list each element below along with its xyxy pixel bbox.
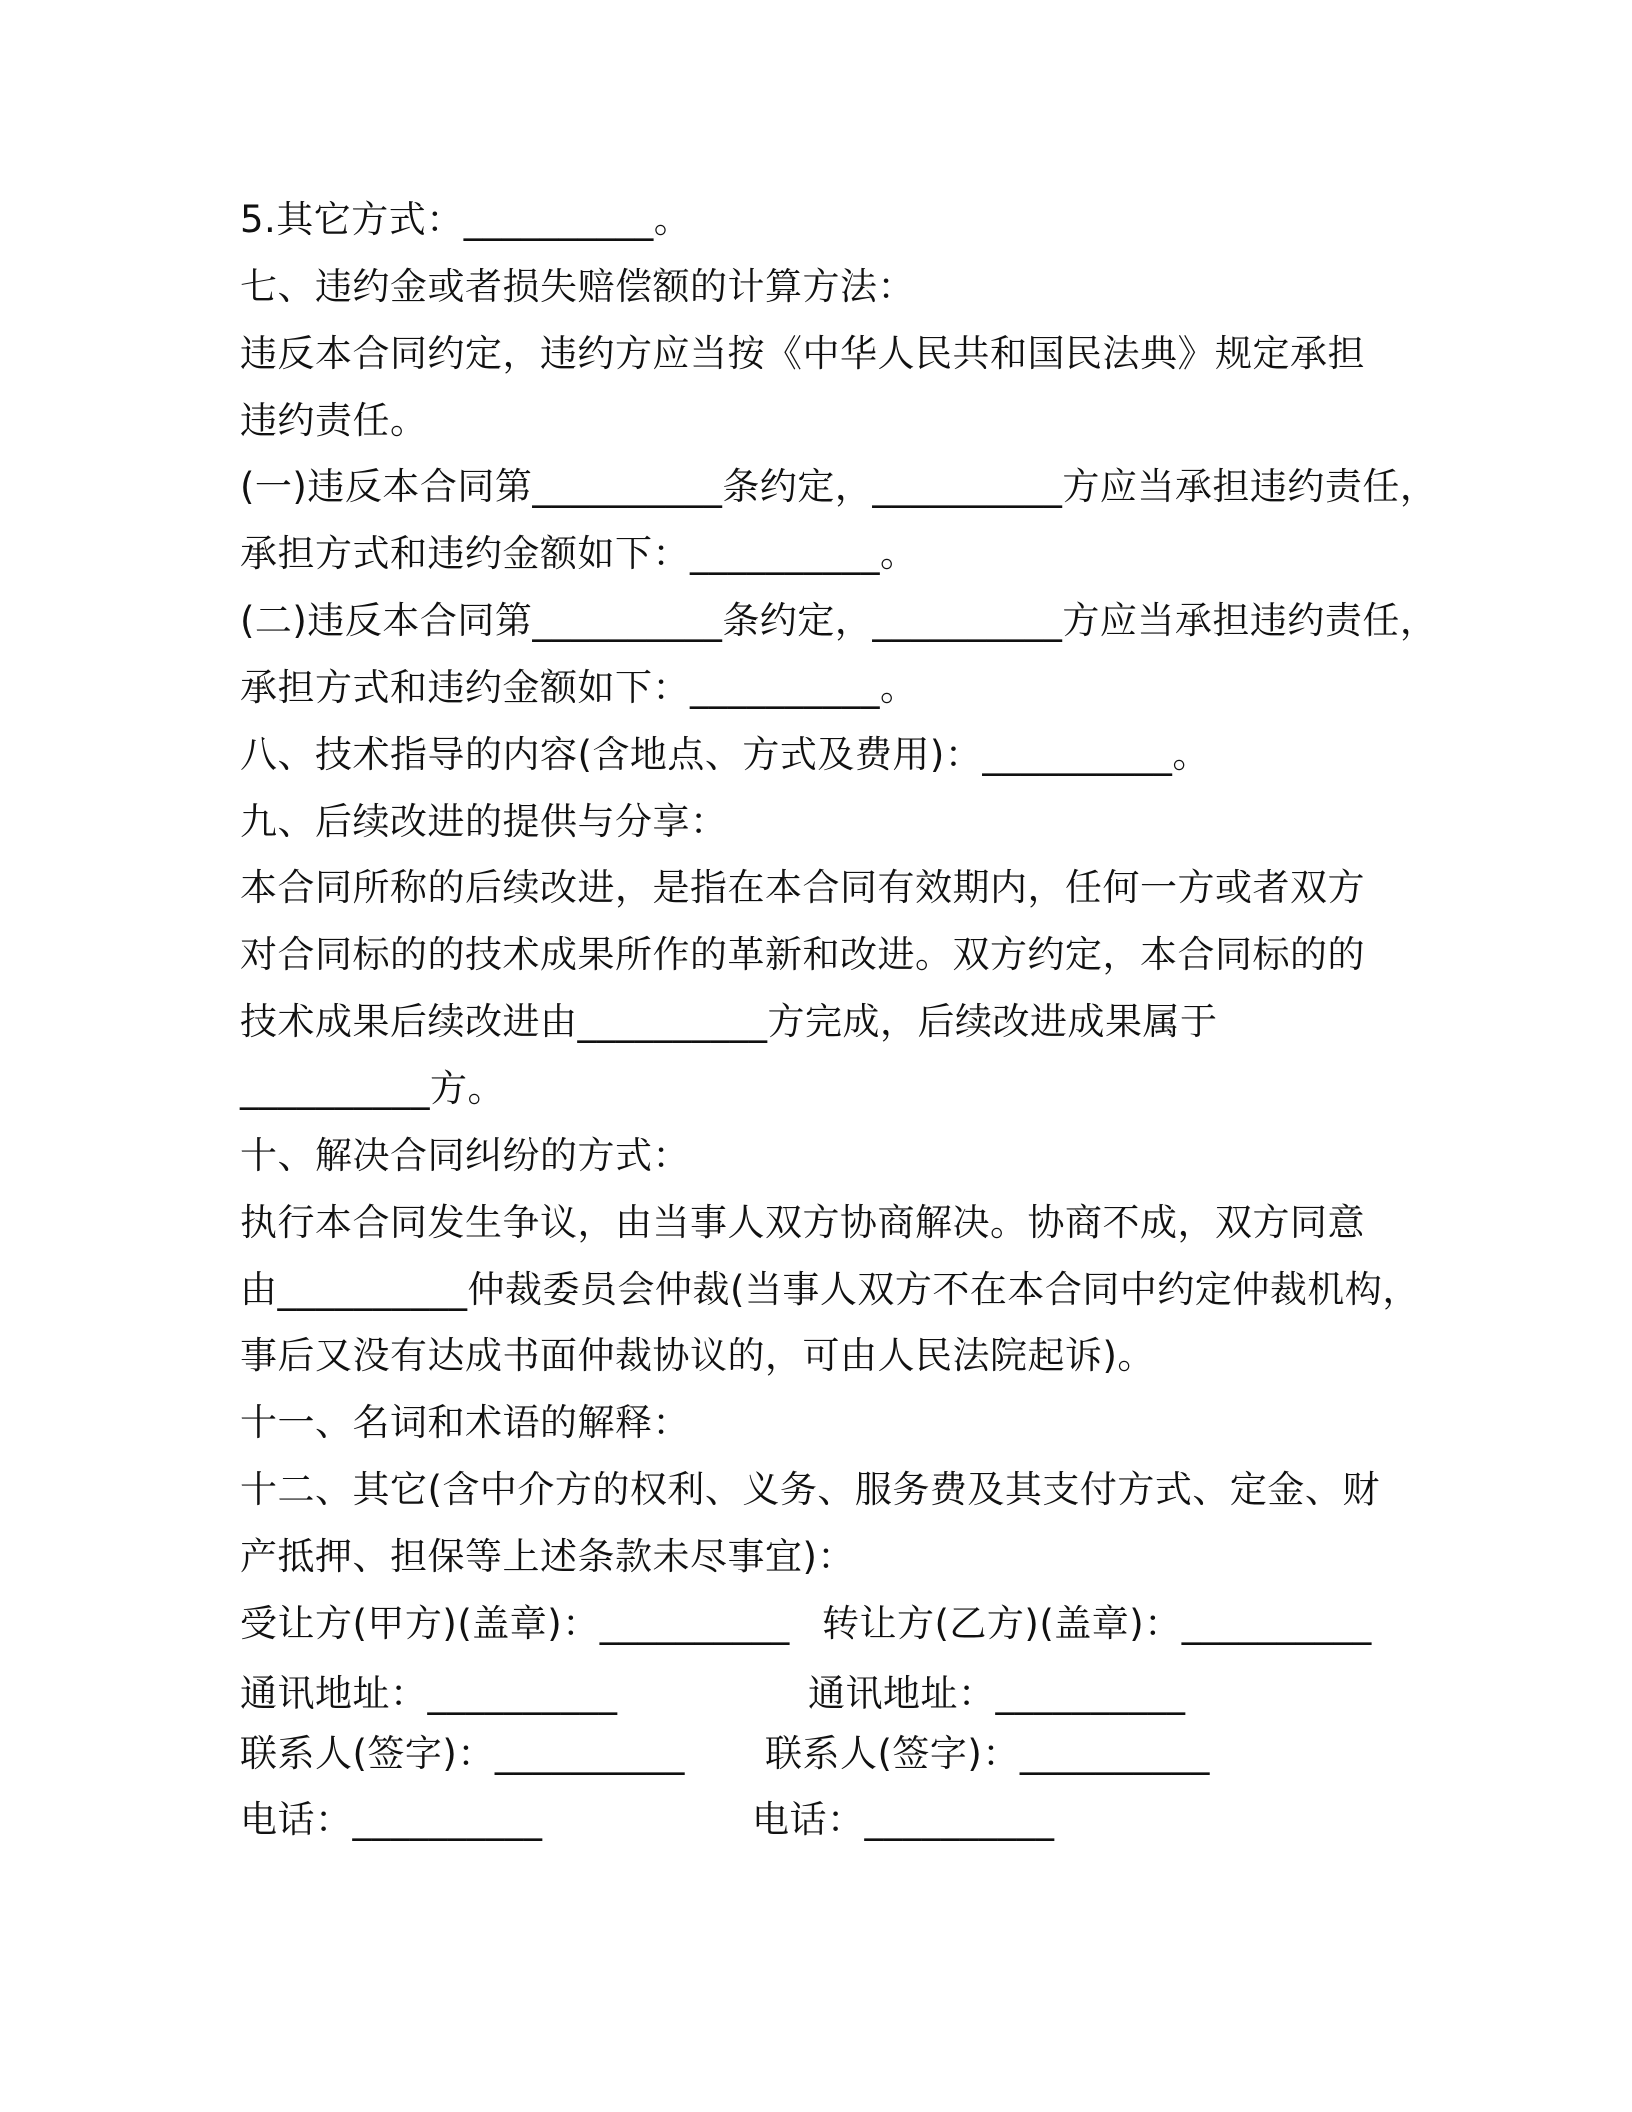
party-b-address: 通讯地址：__________: [808, 1672, 1186, 1715]
section-12-heading: 十二、其它(含中介方的权利、义务、服务费及其支付方式、定金、财: [240, 1468, 1380, 1511]
clause-2-breach: (二)违反本合同第__________条约定，__________方应当承担违约责任，: [240, 599, 1438, 642]
party-b-phone: 电话：__________: [752, 1798, 1055, 1841]
party-a-address: 通讯地址：__________: [240, 1672, 618, 1715]
section-7-text: 违反本合同约定，违约方应当按《中华人民共和国民法典》规定承担: [240, 332, 1365, 375]
section-10-text-1: 执行本合同发生争议，由当事人双方协商解决。协商不成，双方同意: [240, 1201, 1365, 1244]
party-b-seal: 转让方(乙方)(盖章)：__________: [822, 1602, 1372, 1645]
section-10-text-3: 事后又没有达成书面仲裁协议的，可由人民法院起诉)。: [240, 1334, 1155, 1377]
section-10-text-2: 由__________仲裁委员会仲裁(当事人双方不在本合同中约定仲裁机构，: [240, 1268, 1420, 1311]
section-9-text-4: __________方。: [240, 1067, 505, 1110]
section-8-heading: 八、技术指导的内容(含地点、方式及费用)：__________。: [240, 733, 1210, 776]
section-9-text-3: 技术成果后续改进由__________方完成，后续改进成果属于: [240, 1000, 1218, 1043]
clause-1-breach: (一)违反本合同第__________条约定，__________方应当承担违约责任，: [240, 465, 1438, 508]
section-7-text-cont: 违约责任。: [240, 399, 428, 442]
party-a-contact: 联系人(签字)：__________: [240, 1732, 685, 1775]
clause-2-liability: 承担方式和违约金额如下：__________。: [240, 666, 918, 709]
party-b-contact: 联系人(签字)：__________: [765, 1732, 1210, 1775]
section-11-heading: 十一、名词和术语的解释：: [240, 1401, 690, 1444]
section-7-heading: 七、违约金或者损失赔偿额的计算方法：: [240, 265, 915, 308]
clause-other-method: 5.其它方式：__________。: [240, 198, 692, 241]
party-a-phone: 电话：__________: [240, 1798, 543, 1841]
section-10-heading: 十、解决合同纠纷的方式：: [240, 1134, 690, 1177]
section-9-text-2: 对合同标的的技术成果所作的革新和改进。双方约定，本合同标的的: [240, 933, 1365, 976]
clause-1-liability: 承担方式和违约金额如下：__________。: [240, 532, 918, 575]
section-9-heading: 九、后续改进的提供与分享：: [240, 800, 728, 843]
party-a-seal: 受让方(甲方)(盖章)：__________: [240, 1602, 790, 1645]
section-9-text-1: 本合同所称的后续改进，是指在本合同有效期内，任何一方或者双方: [240, 866, 1365, 909]
section-12-text: 产抵押、担保等上述条款未尽事宜)：: [240, 1535, 855, 1578]
